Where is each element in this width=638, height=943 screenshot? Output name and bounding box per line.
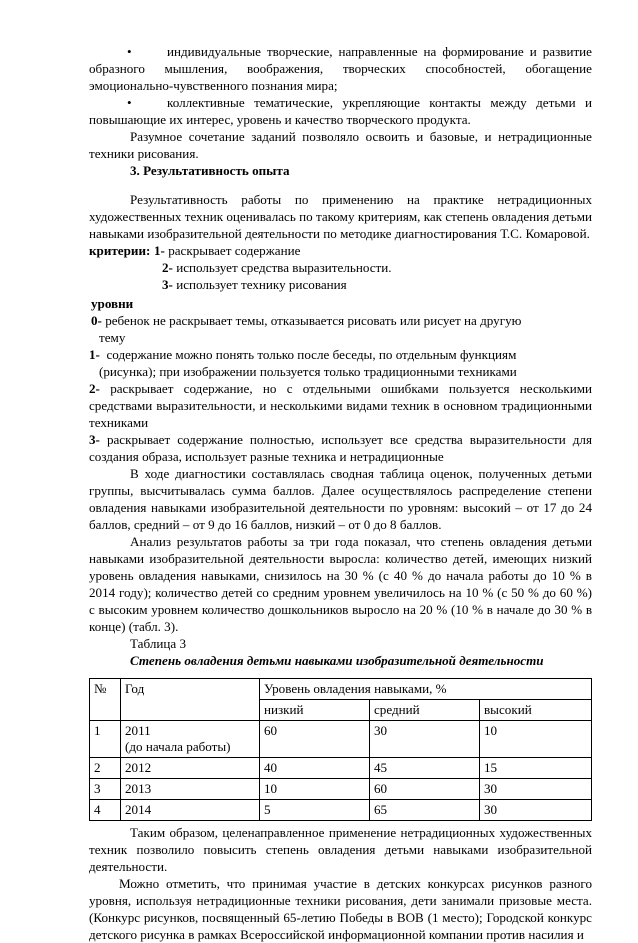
cell-low: 10 [260,779,370,800]
cell-num: 2 [90,758,121,779]
subheader-mid: средний [370,700,480,721]
level-item-1: 1- содержание можно понять только после беседы, по отдельным функциям (рисунка); при изображении пользуется только традиционными техниками [89,347,517,379]
cell-year: 2012 [121,758,260,779]
criteria-item: 2- использует средства выразительности. [162,260,392,275]
cell-year: 2013 [121,779,260,800]
level-item-2: 2- раскрывает содержание, но с отдельными ошибками пользуется несколькими средствами выразительности, и несколькими видами техник в основном традиционными техниками [89,381,592,430]
cell-mid: 45 [370,758,480,779]
bullet-text: индивидуальные творческие, направленные на формирование и развитие образного мышления, воображения, творческих способностей, обогащение эмоционально-чувственного познания мира; [89,44,592,93]
table-row [90,758,592,779]
criteria-item: 3- использует технику рисования [162,277,347,292]
cell-high: 10 [480,721,592,758]
header-year: Год [121,679,260,721]
results-table [89,678,592,821]
subheader-high: высокий [480,700,592,721]
paragraph: Результативность работы по применению на практике нетрадиционных художественных техник оценивалась по такому критериям, как степень овладения детьми навыками изобразительной деятельности по методике диагностирования Т.С. Комаровой. [89,192,592,241]
table-row [90,800,592,821]
paragraph: Таким образом, целенаправленное применение нетрадиционных художественных техник позволило повысить степень овладения детьми навыками изобразительной деятельности. [89,825,592,874]
paragraph: Разумное сочетание заданий позволяло освоить и базовые, и нетрадиционные техники рисования. [89,129,592,161]
bullet-item-1 [89,43,592,94]
cell-year: 2014 [121,800,260,821]
section-heading: 3. Результативность опыта [130,163,290,178]
header-num: № [90,679,121,721]
paragraph: Анализ результатов работы за три года показал, что степень овладения детьми навыками изобразительной деятельности выросла: количество детей, имеющих низкий уровень овладения навыками, снизилось на 30 % (с 40 % до начала работы до 10 % в 2014 году); количество детей со средним уровнем увеличилось на 10 % (с 50 % до 60 %) с высоким уровнем количество дошкольников выросло на 20 % (10 % в начале до 30 % в конце) (табл. 3). [89,534,592,634]
cell-num: 3 [90,779,121,800]
paragraph: В ходе диагностики составлялась сводная таблица оценок, полученных детьми группы, высчитывалась сумма баллов. Далее осуществлялось распределение степени овладения навыками изобразительной деятельности по уровням: высокий – от 17 до 24 баллов, средний – от 9 до 16 баллов, низкий – от 0 до 8 баллов. [89,466,592,532]
cell-mid: 30 [370,721,480,758]
level-item-3: 3- раскрывает содержание полностью, использует все средства выразительности для создания образа, использует разные техника и нетрадиционные [89,432,592,464]
level-item-0: 0- ребенок не раскрывает темы, отказывается рисовать или рисует на другую тему [91,313,522,345]
bullet-text: коллективные тематические, укрепляющие контакты между детьми и повышающие их интерес, уровень и качество творческого продукта. [89,95,592,127]
levels-label: уровни [91,296,134,311]
bullet-icon: • [127,95,132,110]
levels-block [89,295,592,465]
cell-high: 30 [480,779,592,800]
criteria-item: 1- раскрывает содержание [154,243,301,258]
paragraph: Можно отметить, что принимая участие в детских конкурсах рисунков разного уровня, используя нетрадиционные техники рисования, дети занимали призовые места. (Конкурс рисунков, посвященный 65-летию Победы в ВОВ (1 место); Городской конкурс детского рисунка в рамках Всероссийской информационной компании против насилия и [89,876,592,942]
document-page [89,43,592,943]
cell-high: 30 [480,800,592,821]
cell-high: 15 [480,758,592,779]
header-level: Уровень овладения навыками, % [260,679,592,700]
cell-num: 1 [90,721,121,758]
cell-low: 40 [260,758,370,779]
cell-num: 4 [90,800,121,821]
table-row [90,779,592,800]
table-row [90,721,592,758]
criteria-label: критерии: [89,243,151,258]
bullet-item-2 [89,94,592,128]
table-title: Степень овладения детьми навыками изобразительной деятельности [130,653,544,668]
subheader-low: низкий [260,700,370,721]
criteria-block [89,242,592,293]
cell-low: 5 [260,800,370,821]
table-header-row [90,679,592,700]
cell-mid: 60 [370,779,480,800]
cell-year: 2011 (до начала работы) [121,721,260,758]
cell-low: 60 [260,721,370,758]
cell-mid: 65 [370,800,480,821]
bullet-icon: • [127,44,132,59]
table-number: Таблица 3 [130,636,186,651]
